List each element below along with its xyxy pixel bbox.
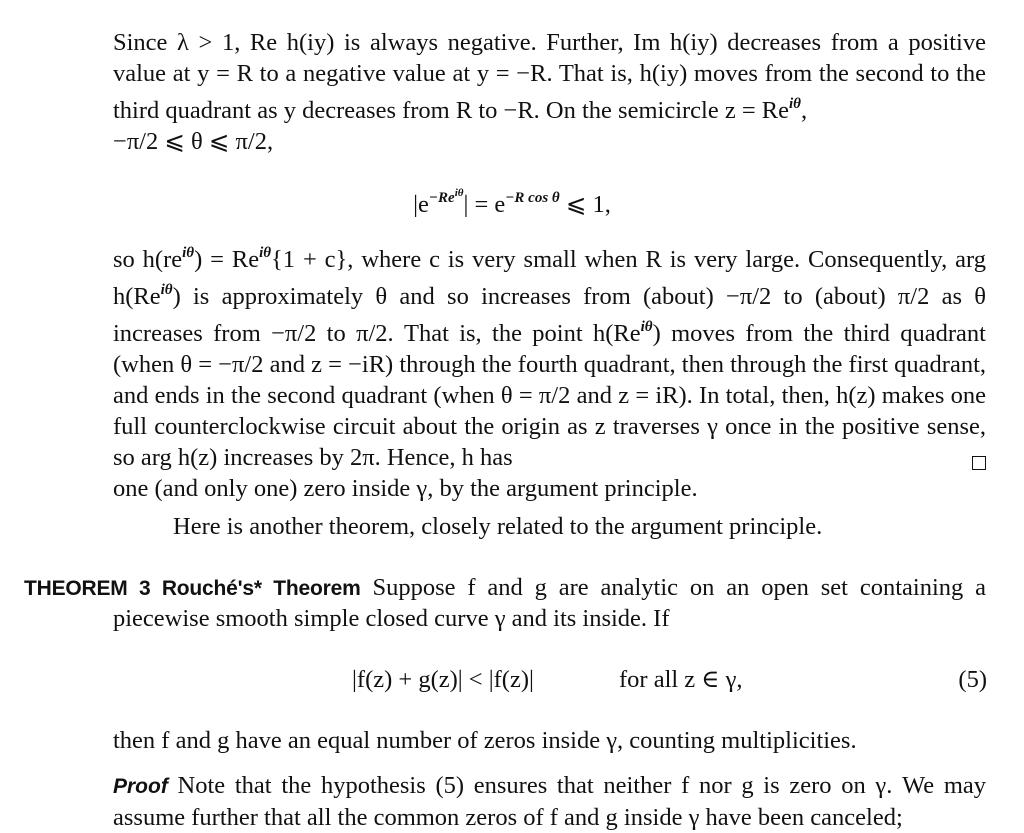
p2-line-1-sup: iθ xyxy=(182,245,195,261)
eq1-rhs-sup: −R cos θ xyxy=(505,190,560,206)
eq1-lhs-sup: −Re xyxy=(428,190,455,206)
proof-line-2: may assume further that all the common zeros of f and g inside γ have been canceled; xyxy=(113,772,987,831)
qed-box-icon xyxy=(972,456,986,470)
proof xyxy=(113,770,986,833)
proof-label: Proof xyxy=(113,775,168,798)
p1-line-1: Since λ > 1, Re h(iy) is always negative. Further, Im h(iy) decreases from a positive xyxy=(113,29,986,56)
paragraph-3 xyxy=(173,511,986,542)
eq1-lhs-close: | = e xyxy=(463,191,506,218)
theorem-text-2: piecewise smooth simple closed curve γ and its inside. If xyxy=(113,605,670,632)
p2-line-2-sup: iθ xyxy=(160,282,173,298)
p1-line-3-end: , xyxy=(800,97,808,124)
p2-line-3-sup: iθ xyxy=(640,319,653,335)
p2-line-3-b: ) moves from the xyxy=(652,320,834,347)
paragraph-1 xyxy=(113,27,986,157)
eq1-lhs-open: |e xyxy=(413,191,429,218)
p3-text: Here is another theorem, closely related to the argument principle. xyxy=(173,513,823,540)
proof-line-1: Note that the hypothesis (5) ensures that neither f nor g is zero on γ. We xyxy=(177,772,935,799)
eq1-lhs-sup2: iθ xyxy=(454,187,464,199)
theorem-text-1: Suppose f and g are analytic on an open set containing a xyxy=(372,574,987,601)
eq2-condition: for all z ∈ γ, xyxy=(619,666,743,693)
p2-line-5: through the first quadrant, and ends in the second quadrant (when θ = π/2 and xyxy=(113,351,987,409)
p2-line-1: so h(re xyxy=(113,246,183,273)
p2-line-7: as z traverses γ once in the positive sense, so arg h(z) increases by 2π. Hence, h has xyxy=(113,413,987,471)
p1-line-4: −π/2 ⩽ θ ⩽ π/2, xyxy=(113,128,274,155)
theorem-label: THEOREM 3 Rouché's* Theorem xyxy=(24,577,361,600)
p2-line-6: z = iR). In total, then, h(z) makes one full counterclockwise circuit about the origin xyxy=(113,382,986,440)
p2-line-1-mid: ) = Re xyxy=(194,246,260,273)
eq1-rhs-end: ⩽ 1, xyxy=(559,191,611,218)
p2-line-4: third quadrant (when θ = −π/2 and z = −iR) through the fourth quadrant, then xyxy=(113,320,986,378)
p1-line-3-sup: iθ xyxy=(789,96,801,112)
p1-line-3: to the third quadrant as y decreases from R to −R. On the semicircle z = Re xyxy=(113,60,986,124)
paragraph-4 xyxy=(113,725,986,756)
p4-text: then f and g have an equal number of zeros inside γ, counting multiplicities. xyxy=(113,727,857,754)
p2-line-8: one (and only one) zero inside γ, by the argument principle. xyxy=(113,475,698,502)
equation-1 xyxy=(0,178,1024,220)
paragraph-2 xyxy=(113,238,986,504)
equation-2-condition xyxy=(619,664,743,695)
eq2-expr: |f(z) + g(z)| < |f(z)| xyxy=(352,666,534,693)
p2-line-1-end: {1 + c}, where c is very small when R is very large. Consequently, xyxy=(271,246,948,273)
theorem-line-2 xyxy=(113,603,986,634)
equation-2 xyxy=(352,664,534,695)
p2-line-1-sup2: iθ xyxy=(259,245,272,261)
equation-number xyxy=(958,664,987,695)
theorem-line-1 xyxy=(24,572,986,604)
p1-line-2: value at y = R to a negative value at y = −R. That is, h(iy) moves from the second xyxy=(113,60,924,87)
eq2-number: (5) xyxy=(958,666,987,693)
p2-line-3-a: π/2 as θ increases from −π/2 to π/2. That is, the point h(Re xyxy=(113,283,987,347)
p2-line-2-a: arg h(Re xyxy=(113,246,986,310)
p2-line-2-b: ) is approximately θ and so increases from (about) −π/2 to (about) xyxy=(172,283,886,310)
